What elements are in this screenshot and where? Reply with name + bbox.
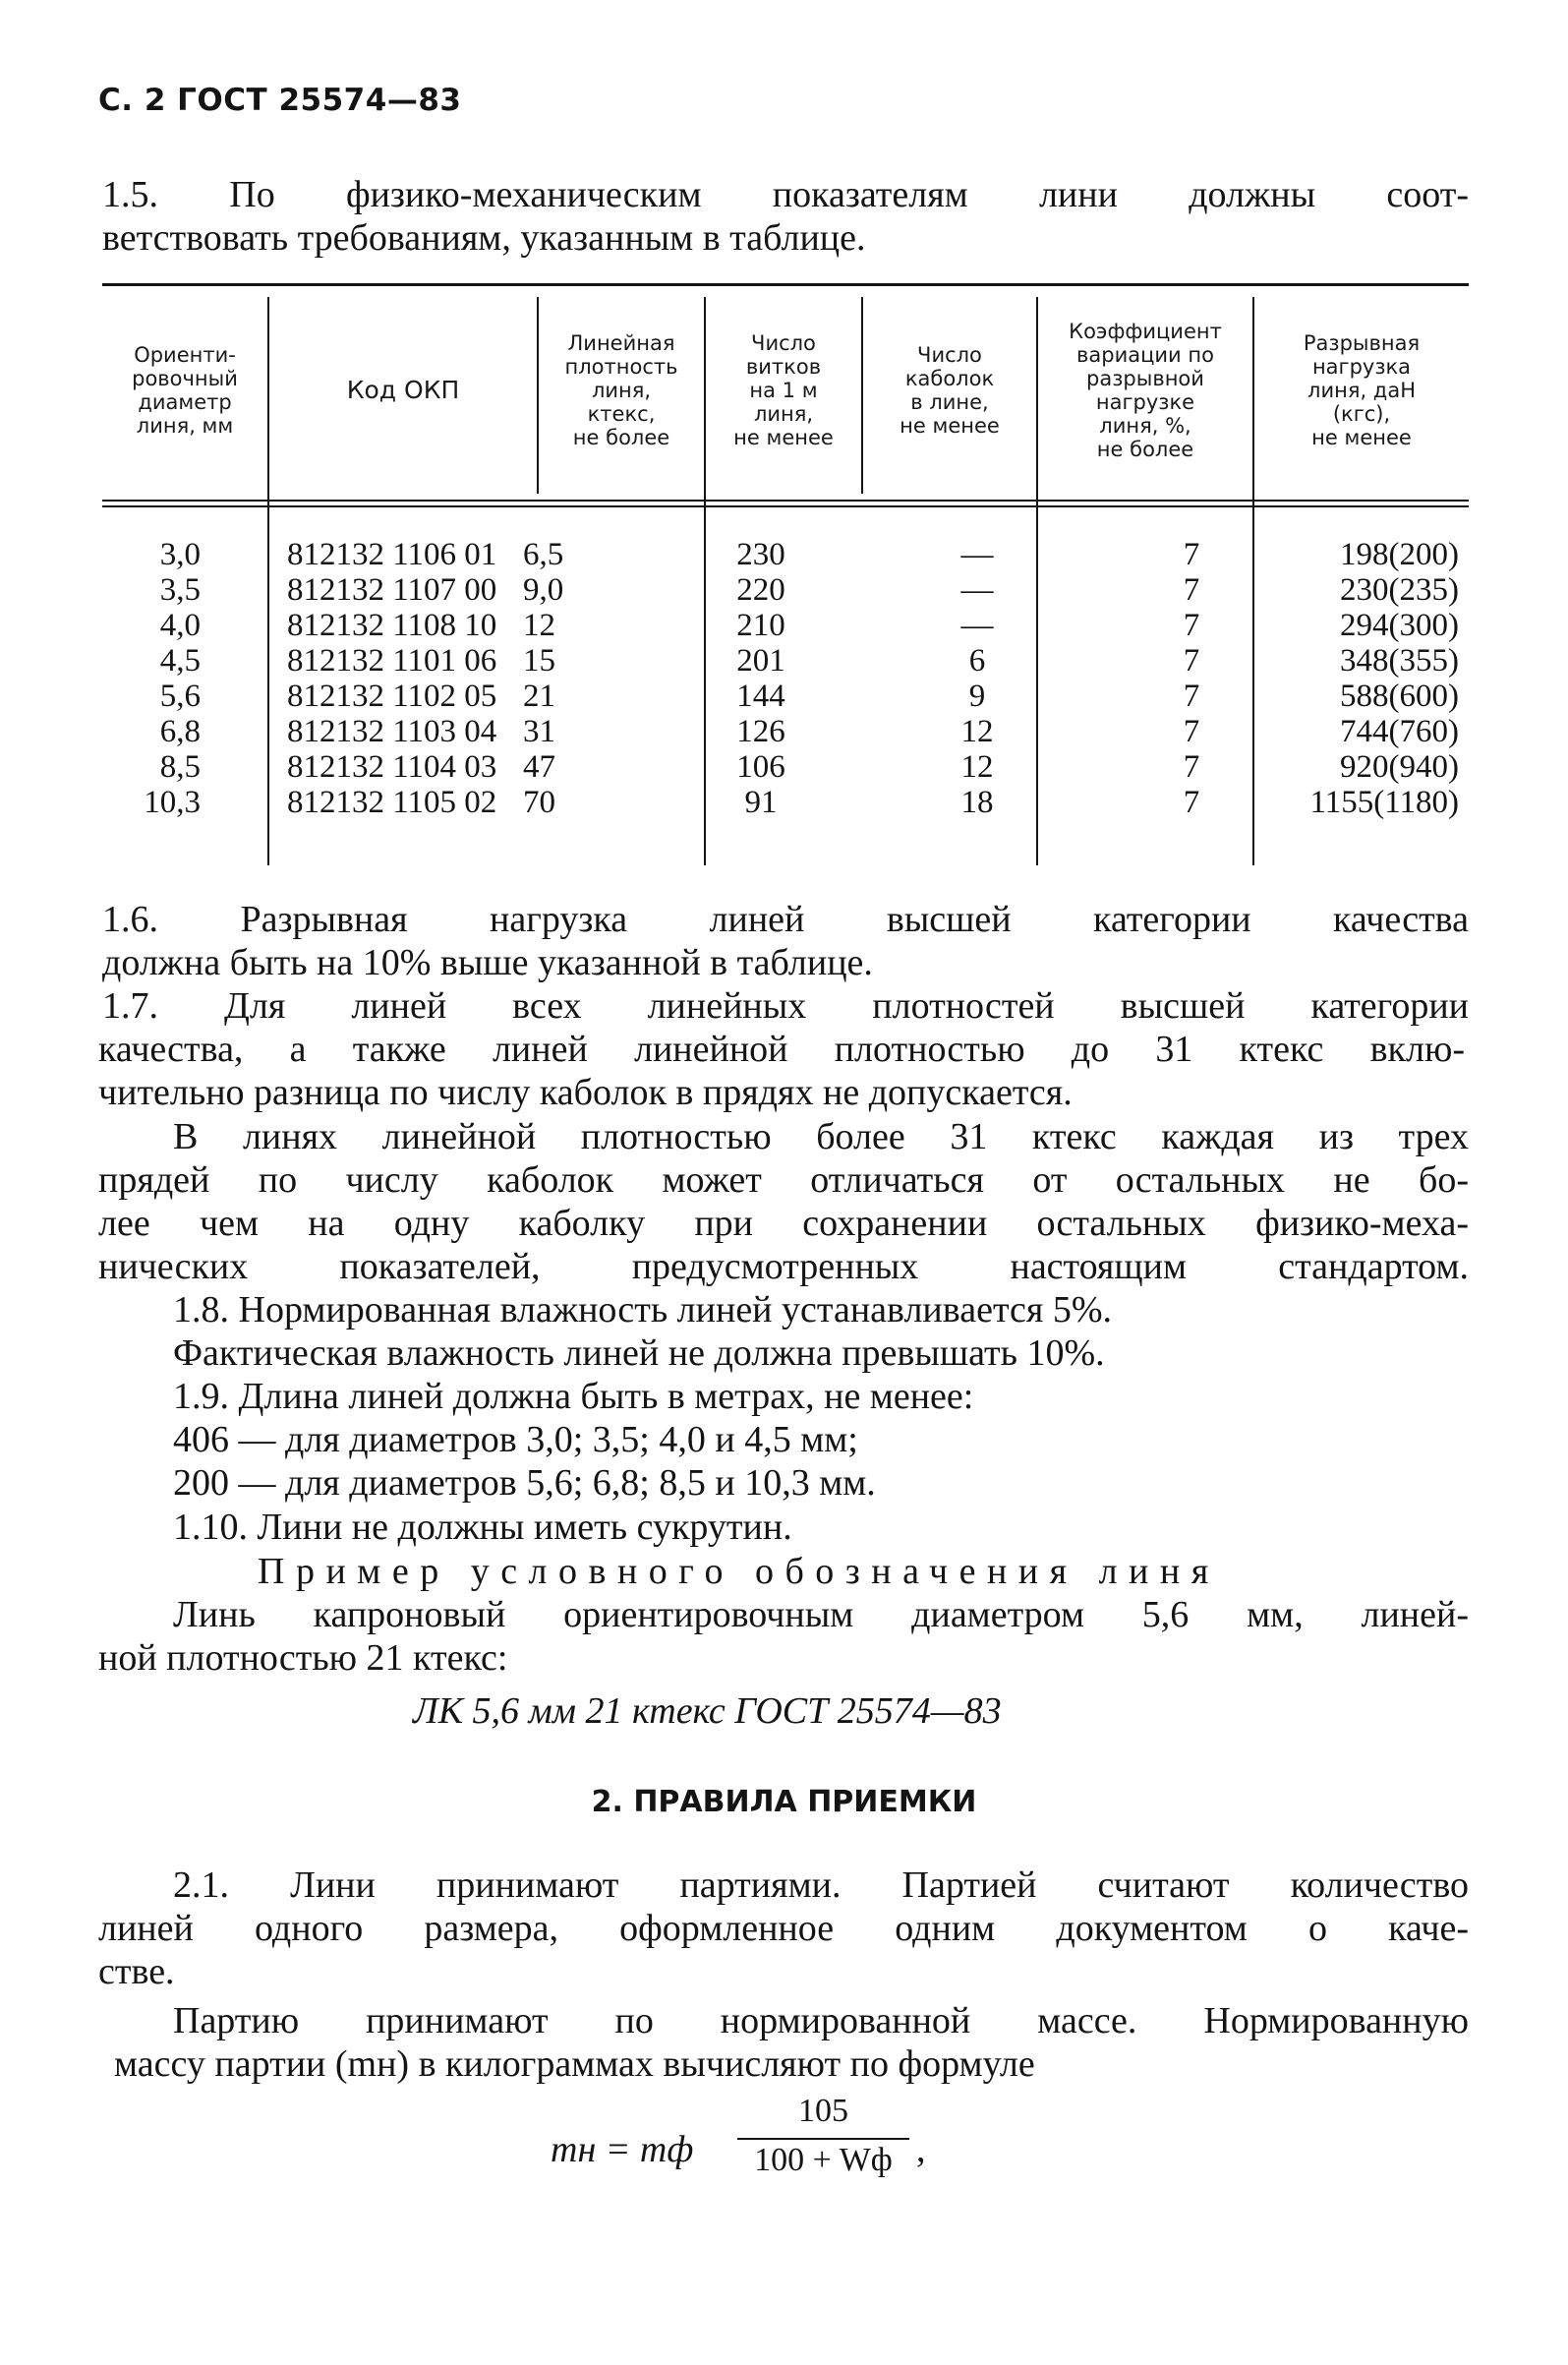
table-cell-dens: 12 [523,608,555,643]
table-cell-load: 1155(1180) [1309,785,1459,820]
paragraph-line: ной плотностью 21 ктекс: [98,1637,508,1679]
table-cell-turns: 91 [744,785,778,820]
paragraph-1-7b [173,1115,1469,1158]
paragraph-1-7-cont [98,1028,1465,1071]
table-row [102,572,1469,608]
paragraph-line: прядей по числу каболок может отличаться от остальных не бо- [98,1159,1469,1201]
paragraph-line: должна быть на 10% выше указанной в таблице. [102,942,873,983]
table-cell-dens: 6,5 [523,537,564,572]
table-cell-dens: 47 [523,749,555,785]
table-cell-turns: 220 [736,572,785,608]
table-cell-load: 588(600) [1340,679,1459,714]
table-cell-code: 812132 1102 05 [287,679,497,714]
table-cell-code: 812132 1105 02 [287,785,497,820]
designation-example: ЛК 5,6 мм 21 ктекс ГОСТ 25574—83 [413,1690,1002,1732]
table-cell-coef: 7 [1183,785,1200,820]
paragraph-1-7 [102,984,1469,1028]
table-cell-code: 812132 1107 00 [287,572,497,608]
header-variation-coef: Коэффициент вариации по разрывной нагрузке линя, %, не более [1069,320,1222,461]
table-cell-cab: 9 [968,679,986,714]
paragraph-line: 2.1. Лини принимают партиями. Партией считают количество [173,1864,1469,1906]
table-cell-load: 230(235) [1340,572,1459,608]
paragraph-1-6-cont [102,941,1479,984]
table-cell-coef: 7 [1183,537,1200,572]
paragraph-line: лее чем на одну каболку при сохранении остальных физико-меха- [98,1203,1469,1244]
table-top-rule [102,283,1469,286]
table-cell-diam: 4,5 [159,643,201,679]
table-cell-dens: 70 [523,785,555,820]
table-row [102,608,1469,643]
table-cell-diam: 4,0 [159,608,201,643]
table-body [102,537,1469,820]
table-cell-load: 294(300) [1340,608,1459,643]
table-cell-load: 744(760) [1340,714,1459,749]
table-row [102,714,1469,749]
table-cell-turns: 106 [736,749,785,785]
paragraph-line: 1.6. Разрывная нагрузка линей высшей категории качества [102,899,1469,940]
table-cell-cab: — [960,608,994,643]
header-turns: Число витков на 1 м линя, не менее [733,331,834,449]
table-cell-diam: 3,5 [159,572,201,608]
paragraph-line: 1.10. Лини не должны иметь сукрутин. [173,1507,792,1548]
header-cabolok: Число каболок в лине, не менее [900,343,1000,438]
table-cell-code: 812132 1103 04 [287,714,497,749]
table-cell-load: 348(355) [1340,643,1459,679]
table-header-rule-double [102,505,1469,507]
paragraph-2-1-cont [98,1907,1469,1950]
paragraph-line: массу партии (mн) в килограммах вычисляют по формуле [114,2043,1035,2085]
header-linear-density: Линейная плотность линя, ктекс, не более [564,331,678,449]
table-cell-diam: 3,0 [159,537,201,572]
paragraph-line: В линях линейной плотностью более 31 ктекс каждая из трех [173,1116,1469,1157]
table-cell-load: 920(940) [1340,749,1459,785]
table-cell-load: 198(200) [1340,537,1459,572]
table-header-rule [102,500,1469,502]
table-cell-turns: 230 [736,537,785,572]
table-cell-coef: 7 [1183,714,1200,749]
table-row [102,785,1469,820]
table-cell-coef: 7 [1183,572,1200,608]
table-cell-turns: 126 [736,714,785,749]
paragraph-line: Пример условного обозначения линя [258,1551,1220,1592]
paragraph-2-1-cont [98,1950,1475,1993]
paragraph-line: линей одного размера, оформленное одним документом о каче- [98,1908,1469,1949]
table-cell-dens: 31 [523,714,555,749]
table-cell-turns: 201 [736,643,785,679]
page-header: С. 2 ГОСТ 25574—83 [98,83,462,118]
table-cell-cab: 12 [960,714,994,749]
table-cell-cab: 12 [960,749,994,785]
paragraph-1-5-cont [102,216,1479,260]
table-cell-diam: 5,6 [159,679,201,714]
paragraph-line: 1.9. Длина линей должна быть в метрах, не менее: [173,1376,974,1417]
paragraph-line: 200 — для диаметров 5,6; 6,8; 8,5 и 10,3 мм. [173,1462,876,1504]
paragraph-1-7b-cont [98,1158,1469,1202]
paragraph-2-1b [173,1999,1469,2042]
paragraph-line: Линь капроновый ориентировочным диаметром 5,6 мм, линей- [173,1594,1469,1635]
requirements-table [102,283,1469,875]
paragraph-1-8 [173,1288,1549,1331]
table-cell-coef: 7 [1183,679,1200,714]
table-cell-turns: 144 [736,679,785,714]
table-row [102,643,1469,679]
paragraph-line: 1.7. Для линей всех линейных плотностей высшей категории [102,985,1469,1027]
paragraph-1-8-cont [173,1331,1549,1375]
table-cell-coef: 7 [1183,608,1200,643]
paragraph-1-7b-cont [98,1245,1469,1288]
paragraph-line: ветствовать требованиям, указанным в таблице. [102,217,866,259]
table-cell-cab: — [960,537,994,572]
table-cell-dens: 9,0 [523,572,564,608]
paragraph-1-9 [173,1375,1549,1418]
table-cell-turns: 210 [736,608,785,643]
paragraph-line: 1.8. Нормированная влажность линей устанавливается 5%. [173,1289,1113,1330]
table-cell-diam: 10,3 [144,785,201,820]
paragraph-line: Партию принимают по нормированной массе. Нормированную [173,2000,1469,2041]
table-cell-diam: 8,5 [159,749,201,785]
paragraph-line: стве. [98,1951,175,1992]
header-breaking-load: Разрывная нагрузка линя, даН (кгс), не менее [1303,331,1421,449]
table-cell-dens: 15 [523,643,555,679]
table-cell-code: 812132 1104 03 [287,749,497,785]
paragraph-line: нических показателей, предусмотренных настоящим стандартом. [98,1246,1469,1287]
paragraph-line: 1.5. По физико-механическим показателям лини должны соот- [102,174,1469,215]
mass-formula [551,2093,963,2201]
table-row [102,749,1469,785]
paragraph-1-9-cont [173,1461,1549,1505]
table-cell-code: 812132 1108 10 [287,608,497,643]
table-cell-coef: 7 [1183,643,1200,679]
table-cell-dens: 21 [523,679,555,714]
formula-lhs: mн = mф [551,2129,694,2170]
table-cell-cab: — [960,572,994,608]
paragraph-line: 406 — для диаметров 3,0; 3,5; 4,0 и 4,5 мм; [173,1419,858,1460]
header-okp-code: Код ОКП [346,376,460,404]
paragraph-2-1b-cont [114,2042,1490,2086]
section-title: 2. ПРАВИЛА ПРИЕМКИ [591,1785,977,1819]
formula-numerator: 105 [798,2093,848,2129]
formula-fraction-bar [737,2138,909,2140]
table-cell-cab: 18 [960,785,994,820]
paragraph-line: качества, а также линей линейной плотностью до 31 ктекс вклю- [98,1029,1465,1070]
paragraph-1-7-cont [98,1071,1475,1114]
example-text [173,1593,1469,1636]
paragraph-1-7b-cont [98,1202,1469,1245]
table-cell-cab: 6 [968,643,986,679]
table-cell-code: 812132 1101 06 [287,643,497,679]
paragraph-2-1 [173,1863,1469,1907]
header-diameter: Ориенти- ровочный диаметр линя, мм [132,343,238,438]
formula-comma: , [916,2129,926,2170]
paragraph-1-5 [102,173,1469,216]
formula-denominator: 100 + Wф [754,2142,893,2178]
table-row [102,679,1469,714]
example-text-cont [98,1636,1475,1680]
table-cell-coef: 7 [1183,749,1200,785]
paragraph-1-10 [173,1506,1549,1549]
example-title [258,1550,1568,1593]
table-cell-diam: 6,8 [159,714,201,749]
paragraph-line: Фактическая влажность линей не должна превышать 10%. [173,1332,1105,1374]
paragraph-line: чительно разница по числу каболок в прядях не допускается. [98,1072,1073,1113]
paragraph-1-6 [102,898,1469,941]
table-cell-code: 812132 1106 01 [287,537,497,572]
table-row [102,537,1469,572]
paragraph-1-9-cont [173,1418,1549,1461]
